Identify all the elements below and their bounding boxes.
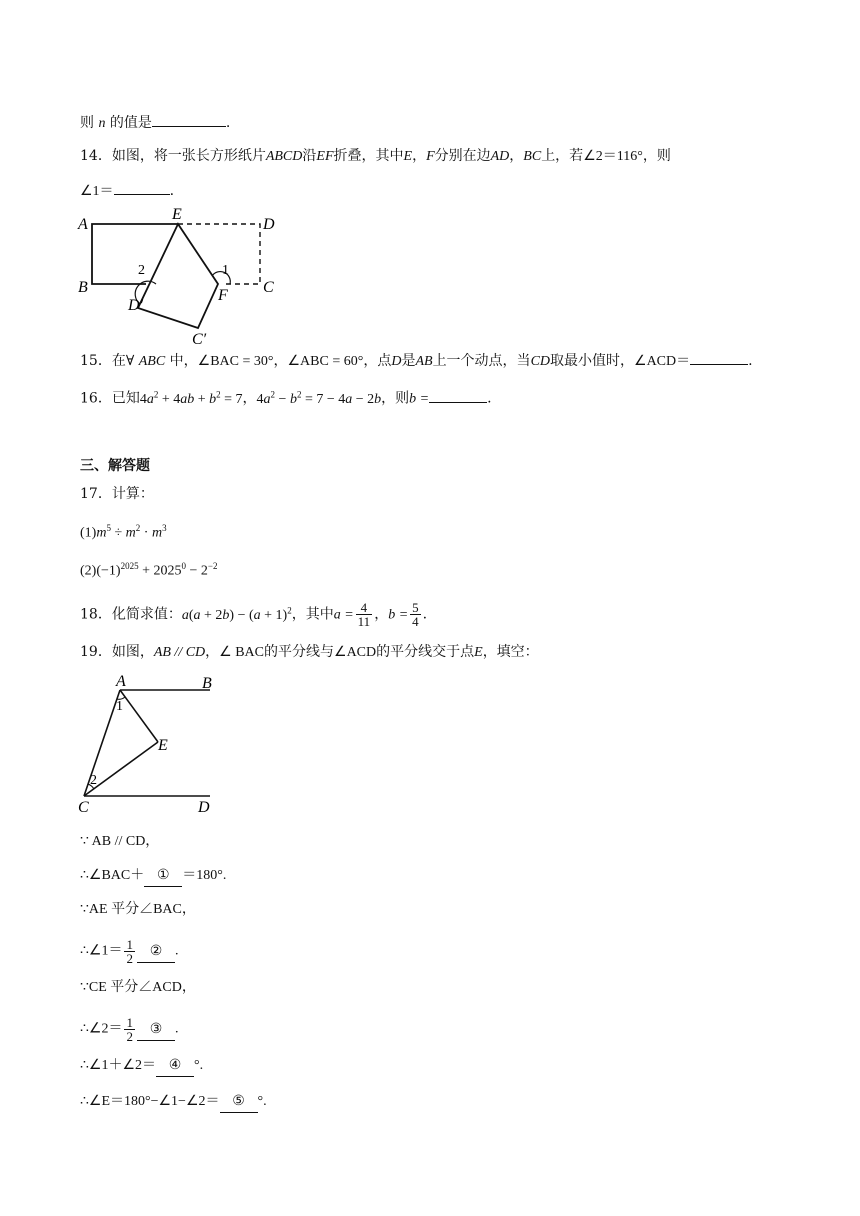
answer-blank[interactable]: [429, 388, 487, 403]
proof-step: ∵CE 平分∠ACD，: [80, 980, 196, 995]
label-angle-2: 2: [90, 773, 97, 788]
question-16: 16．已知$4a^2 + 4ab + b^2 = 7$，$4a^2 - b^2 = 7 - 4a - 2b$，则b = .: [80, 389, 492, 407]
question-18: 18．化简求值：$a(a + 2b) - (a + 1)^2$，其中a = $\frac{4}{11}$ ，b = $\frac{5}{4}$ .: [80, 600, 428, 630]
expression: $a(a + 2b) - (a + 1)^2$: [181, 605, 292, 623]
proof-step: ∴∠2＝ $\frac{1}{2}$ ③ .: [80, 1015, 179, 1044]
label-B: B: [202, 675, 212, 692]
fill-blank-1[interactable]: ①: [144, 866, 182, 887]
label-C: C: [263, 279, 274, 296]
proof-step: ∴∠E＝180°−∠1−∠2＝ ⑤ °.: [80, 1092, 267, 1113]
answer-blank[interactable]: [690, 350, 748, 365]
proof-step: ∴∠1＋∠2＝ ④ °.: [80, 1056, 203, 1077]
fraction-half: $\frac{1}{2}$: [126, 937, 133, 966]
label-angle-2: 2: [138, 263, 145, 278]
question-17-part-1: $(1)m^5 \div m^2 \cdot m^3$: [80, 523, 167, 541]
q13-tail: 则 n 的值是 .: [80, 112, 230, 134]
proof-step: ∵ AB // CD，: [80, 834, 160, 849]
section-heading: 三、解答题: [80, 458, 150, 474]
label-angle-1: 1: [222, 263, 229, 278]
question-19: 19．如图，AB // CD，∠ BAC的平分线与∠ACD的平分线交于点E，填空：: [80, 644, 539, 660]
label-E: E: [172, 206, 182, 223]
label-C: C: [78, 799, 89, 816]
question-14-ask: ∠1＝ .: [80, 180, 174, 202]
answer-blank[interactable]: [114, 180, 170, 195]
label-D-prime: D′: [128, 297, 144, 314]
fill-blank-4[interactable]: ④: [156, 1056, 194, 1077]
question-14: 14．如图，将一张长方形纸片ABCD沿EF折叠，其中E，F分别在边AD，BC上，若∠2＝116°，则: [80, 148, 671, 164]
answer-blank[interactable]: [152, 112, 226, 127]
question-15: 15．在∀ ABC 中，∠BAC = 30°，∠ABC = 60°，点D是AB上一个动点，当CD取最小值时，∠ACD＝ .: [80, 350, 753, 372]
fraction-half: $\frac{1}{2}$: [126, 1015, 133, 1044]
rect-solid: [92, 224, 178, 284]
question-17: 17．计算：: [80, 486, 154, 502]
proof-step: ∴∠BAC＋ ① ＝180°.: [80, 866, 226, 887]
label-D: D: [198, 799, 210, 816]
segment-AE: [120, 690, 158, 742]
proof-step: ∴∠1＝ $\frac{1}{2}$ ② .: [80, 937, 179, 966]
question-17-part-2: $(2)(-1)^{2025} + 2025^0 - 2^{-2}$: [80, 561, 218, 579]
equation-1: $4a^2 + 4ab + b^2 = 7$: [139, 389, 243, 407]
figure-14-folded-rectangle: [70, 200, 290, 350]
fill-blank-5[interactable]: ⑤: [220, 1092, 258, 1113]
label-A: A: [78, 216, 88, 233]
label-angle-1: 1: [116, 699, 123, 714]
folded-flap: [138, 224, 218, 328]
fill-blank-3[interactable]: ③: [137, 1020, 175, 1041]
equation-2: $4a^2 - b^2 = 7 - 4a - 2b$: [256, 389, 382, 407]
label-E: E: [158, 737, 168, 754]
label-D: D: [263, 216, 275, 233]
fraction-a: $\frac{4}{11}$: [357, 600, 371, 630]
fill-blank-2[interactable]: ②: [137, 942, 175, 963]
fraction-b: $\frac{5}{4}$: [412, 600, 419, 630]
label-A: A: [116, 673, 126, 690]
label-B: B: [78, 279, 88, 296]
label-C-prime: C′: [192, 331, 207, 348]
label-F: F: [218, 287, 228, 304]
rect-dashed: [178, 224, 260, 284]
figure-19-parallel-lines: [72, 670, 232, 820]
proof-step: ∵AE 平分∠BAC，: [80, 902, 196, 917]
